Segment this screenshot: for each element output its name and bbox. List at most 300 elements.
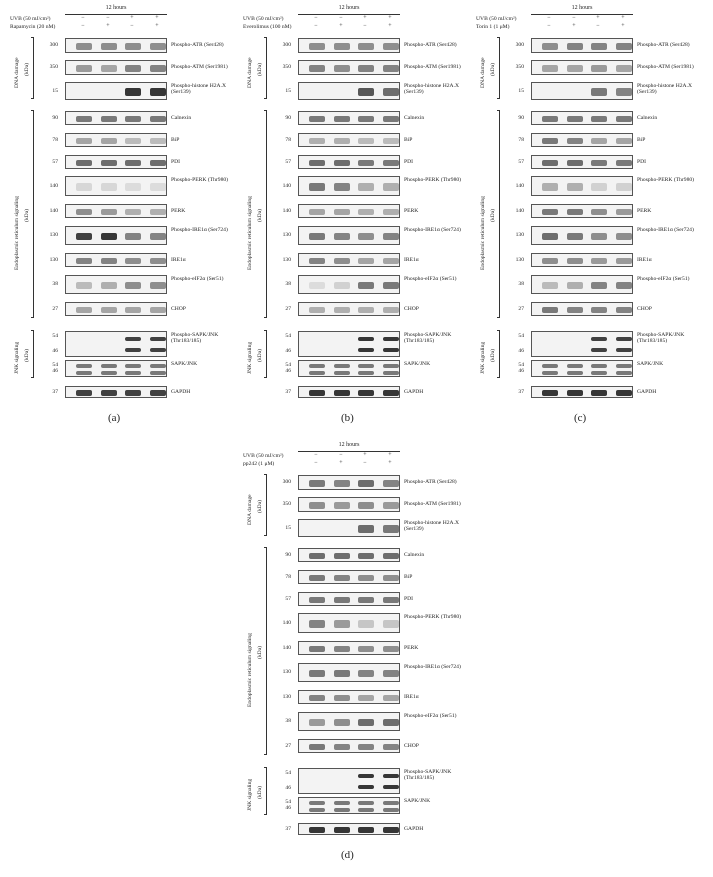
- blot-band: [101, 307, 117, 313]
- group-bracket-dna: [499, 37, 500, 99]
- blot-band: [591, 307, 607, 313]
- blot-band: [101, 160, 117, 166]
- blot-band: [125, 233, 141, 241]
- protein-label: Phospho-IRE1α (Ser724): [404, 664, 461, 670]
- blot-band: [334, 160, 350, 166]
- blot-band: [334, 808, 350, 812]
- blot-band: [358, 348, 374, 352]
- blot-band: [101, 65, 117, 71]
- group-label-jnk: JNK signaling: [480, 341, 486, 374]
- blot-band: [358, 65, 374, 71]
- blot-band: [383, 827, 399, 832]
- blot-strip: [298, 275, 400, 294]
- blot-band: [125, 390, 141, 395]
- drug-label: pp242 (1 μM): [243, 461, 275, 467]
- blot-strip: [298, 548, 400, 562]
- mw-marker: 90: [52, 114, 58, 121]
- blot-band: [309, 480, 325, 486]
- blot-band: [309, 553, 325, 559]
- blot-strip: [65, 204, 167, 218]
- kda-label: (kDa): [490, 208, 496, 222]
- mw-marker: 350: [282, 501, 291, 507]
- mw-marker: 140: [282, 619, 291, 626]
- blot-strip: [298, 331, 400, 357]
- blot-band: [567, 348, 583, 352]
- blot-band: [309, 282, 325, 290]
- blot-band: [383, 575, 399, 581]
- drug-sign: +: [339, 23, 343, 29]
- mw-marker: 38: [52, 281, 58, 287]
- blot-band: [309, 209, 325, 215]
- blot-band: [616, 348, 632, 352]
- blot-band: [101, 258, 117, 264]
- kda-label: (kDa): [490, 348, 496, 362]
- mw-marker: 130: [282, 232, 291, 238]
- blot-band: [150, 233, 166, 241]
- blot-band: [334, 785, 350, 789]
- drug-sign: −: [314, 460, 318, 466]
- group-bracket-jnk: [33, 330, 34, 378]
- blot-band: [616, 65, 632, 71]
- blot-band: [334, 695, 350, 701]
- blot-band: [358, 695, 374, 701]
- uvb-sign: −: [106, 15, 110, 21]
- blot-band: [150, 348, 166, 352]
- mw-marker: 57: [285, 158, 291, 165]
- blot-band: [616, 138, 632, 144]
- blot-band: [334, 88, 350, 96]
- blot-band: [334, 209, 350, 215]
- mw-marker: 46: [518, 348, 524, 354]
- mw-marker: 130: [49, 256, 58, 263]
- mw-marker: 300: [49, 42, 58, 48]
- blot-band: [334, 233, 350, 241]
- blot-panel: [233, 0, 466, 437]
- blot-band: [383, 116, 399, 122]
- mw-marker: 15: [52, 87, 58, 94]
- protein-label: BiP: [404, 136, 413, 143]
- blot-band: [358, 553, 374, 559]
- mw-marker: 300: [515, 42, 524, 48]
- blot-band: [309, 258, 325, 264]
- protein-label: Phospho-IRE1α (Ser724): [171, 227, 228, 233]
- blot-strip: [298, 82, 400, 100]
- blot-band: [567, 116, 583, 122]
- mw-marker: 54: [518, 333, 524, 339]
- blot-band: [383, 233, 399, 241]
- blot-band: [616, 307, 632, 313]
- drug-label: Everolimus (100 nM): [243, 24, 292, 30]
- blot-band: [542, 348, 558, 352]
- blot-band: [567, 337, 583, 341]
- blot-band: [309, 337, 325, 341]
- blot-strip: [65, 176, 167, 196]
- blot-strip: [298, 133, 400, 147]
- blot-band: [542, 371, 558, 375]
- blot-band: [358, 646, 374, 652]
- mw-marker: 130: [282, 693, 291, 700]
- protein-label: GAPDH: [404, 825, 424, 832]
- blot-band: [567, 88, 583, 96]
- mw-marker: 38: [285, 718, 291, 724]
- blot-band: [358, 827, 374, 832]
- group-bracket-er: [33, 110, 34, 318]
- protein-label: PDI: [404, 595, 414, 602]
- blot-band: [383, 597, 399, 603]
- blot-band: [76, 88, 92, 96]
- blot-band: [542, 88, 558, 96]
- drug-sign: −: [596, 23, 600, 29]
- mw-marker: 300: [282, 42, 291, 48]
- blot-band: [591, 138, 607, 144]
- uvb-sign: +: [130, 15, 134, 21]
- kda-label: (kDa): [490, 62, 496, 76]
- blot-band: [309, 233, 325, 241]
- blot-strip: [298, 797, 400, 814]
- group-bracket-jnk: [499, 330, 500, 378]
- protein-label: SAPK/JNK: [404, 361, 431, 367]
- blot-band: [101, 183, 117, 191]
- mw-marker: 130: [49, 232, 58, 238]
- drug-sign: +: [621, 23, 625, 29]
- protein-label: SAPK/JNK: [637, 361, 664, 367]
- blot-band: [125, 43, 141, 49]
- protein-label: IRE1α: [404, 693, 419, 700]
- blot-band: [76, 233, 92, 241]
- group-label-er: Endoplasmic reticulum signaling: [480, 196, 486, 270]
- blot-band: [309, 785, 325, 789]
- time-label: 12 hours: [105, 5, 127, 11]
- blot-band: [358, 233, 374, 241]
- mw-marker: 46: [52, 348, 58, 354]
- blot-band: [542, 364, 558, 368]
- group-label-jnk: JNK signaling: [247, 341, 253, 374]
- blot-band: [358, 744, 374, 750]
- blot-strip: [531, 275, 633, 294]
- mw-marker: 37: [285, 825, 291, 832]
- blot-band: [567, 307, 583, 313]
- panel-letter: (d): [341, 849, 354, 861]
- uvb-label: UVB (50 mJ/cm²): [243, 453, 284, 459]
- blot-band: [309, 575, 325, 581]
- blot-strip: [65, 111, 167, 125]
- blot-band: [358, 801, 374, 805]
- protein-label: Phospho-ATR (Ser428): [404, 479, 457, 485]
- blot-band: [334, 116, 350, 122]
- blot-band: [383, 138, 399, 144]
- blot-band: [76, 307, 92, 313]
- blot-band: [309, 502, 325, 508]
- uvb-sign: −: [339, 15, 343, 21]
- uvb-label: UVB (50 mJ/cm²): [10, 16, 51, 22]
- blot-band: [383, 744, 399, 750]
- blot-band: [101, 348, 117, 352]
- mw-marker: 140: [49, 182, 58, 189]
- drug-sign: +: [106, 23, 110, 29]
- blot-band: [542, 65, 558, 71]
- blot-band: [358, 502, 374, 508]
- blot-band: [591, 282, 607, 290]
- mw-marker: 54: [52, 333, 58, 339]
- blot-band: [334, 348, 350, 352]
- protein-label: Phospho-ATM (Ser1981): [171, 64, 228, 70]
- drug-sign: +: [339, 460, 343, 466]
- blot-band: [150, 43, 166, 49]
- blot-band: [125, 209, 141, 215]
- group-label-er: Endoplasmic reticulum signaling: [14, 196, 20, 270]
- blot-strip: [531, 226, 633, 245]
- blot-strip: [65, 253, 167, 267]
- blot-strip: [65, 360, 167, 377]
- mw-marker: 38: [285, 281, 291, 287]
- protein-label: Calnexin: [637, 114, 658, 121]
- mw-marker: 27: [52, 305, 58, 312]
- uvb-sign: −: [572, 15, 576, 21]
- protein-label: PERK: [637, 207, 652, 214]
- blot-band: [358, 774, 374, 778]
- uvb-sign: −: [314, 452, 318, 458]
- blot-band: [383, 307, 399, 313]
- blot-panel: [0, 0, 233, 437]
- blot-band: [616, 282, 632, 290]
- blot-band: [358, 719, 374, 727]
- blot-band: [150, 282, 166, 290]
- mw-marker: 130: [515, 256, 524, 263]
- blot-band: [383, 719, 399, 727]
- blot-band: [309, 670, 325, 678]
- group-bracket-er: [266, 110, 267, 318]
- blot-strip: [531, 360, 633, 377]
- blot-strip: [531, 82, 633, 100]
- group-label-jnk: JNK signaling: [247, 778, 253, 811]
- mw-marker: 54: [285, 799, 291, 805]
- blot-band: [101, 209, 117, 215]
- blot-band: [591, 348, 607, 352]
- group-label-er: Endoplasmic reticulum signaling: [247, 196, 253, 270]
- blot-band: [616, 390, 632, 395]
- blot-band: [616, 116, 632, 122]
- mw-marker: 27: [518, 305, 524, 312]
- mw-marker: 78: [52, 136, 58, 143]
- group-bracket-er: [499, 110, 500, 318]
- blot-strip: [65, 226, 167, 245]
- blot-band: [101, 138, 117, 144]
- blot-band: [383, 209, 399, 215]
- protein-label: SAPK/JNK: [404, 798, 431, 804]
- blot-band: [383, 364, 399, 368]
- blot-band: [567, 43, 583, 49]
- protein-label: Calnexin: [404, 551, 425, 558]
- blot-band: [383, 88, 399, 96]
- blot-band: [616, 209, 632, 215]
- blot-band: [383, 160, 399, 166]
- blot-band: [76, 348, 92, 352]
- blot-band: [76, 183, 92, 191]
- blot-band: [542, 390, 558, 395]
- blot-band: [76, 282, 92, 290]
- mw-marker: 140: [49, 207, 58, 214]
- blot-band: [76, 209, 92, 215]
- blot-band: [567, 282, 583, 290]
- mw-marker: 140: [515, 182, 524, 189]
- uvb-sign: −: [339, 452, 343, 458]
- blot-band: [542, 307, 558, 313]
- protein-label: CHOP: [404, 305, 419, 312]
- time-label: 12 hours: [338, 442, 360, 448]
- blot-strip: [298, 613, 400, 633]
- blot-band: [383, 646, 399, 652]
- blot-strip: [65, 155, 167, 169]
- blot-panel: [466, 0, 699, 437]
- protein-label: Phospho-IRE1α (Ser724): [404, 227, 461, 233]
- mw-marker: 46: [518, 368, 524, 374]
- kda-label: (kDa): [257, 62, 263, 76]
- blot-band: [101, 364, 117, 368]
- blot-band: [567, 364, 583, 368]
- blot-band: [76, 65, 92, 71]
- blot-band: [309, 744, 325, 750]
- protein-label: PDI: [171, 158, 181, 165]
- blot-strip: [531, 386, 633, 398]
- protein-label: Phospho-eIF2α (Ser51): [637, 276, 690, 282]
- blot-band: [358, 337, 374, 341]
- blot-band: [358, 390, 374, 395]
- blot-band: [542, 160, 558, 166]
- blot-band: [309, 116, 325, 122]
- uvb-sign: +: [155, 15, 159, 21]
- protein-label: Phospho-ATM (Ser1981): [404, 501, 461, 507]
- protein-label: Phospho-PERK (Thr980): [637, 177, 695, 183]
- blot-band: [567, 138, 583, 144]
- blot-band: [542, 116, 558, 122]
- mw-marker: 300: [282, 479, 291, 485]
- blot-strip: [298, 497, 400, 512]
- blot-band: [76, 160, 92, 166]
- blot-band: [383, 371, 399, 375]
- blot-band: [334, 670, 350, 678]
- blot-band: [309, 65, 325, 71]
- blot-band: [591, 233, 607, 241]
- blot-band: [358, 525, 374, 533]
- blot-band: [101, 116, 117, 122]
- protein-label: Phospho-ATR (Ser428): [637, 42, 690, 48]
- blot-band: [383, 390, 399, 395]
- blot-band: [383, 337, 399, 341]
- group-label-dna: DNA damage: [14, 57, 20, 88]
- blot-strip: [298, 176, 400, 196]
- blot-band: [76, 390, 92, 395]
- blot-strip: [531, 111, 633, 125]
- blot-band: [358, 307, 374, 313]
- mw-marker: 54: [518, 362, 524, 368]
- blot-band: [150, 138, 166, 144]
- blot-strip: [298, 60, 400, 75]
- protein-label: BiP: [171, 136, 180, 143]
- drug-sign: −: [130, 23, 134, 29]
- group-bracket-er: [266, 547, 267, 755]
- mw-marker: 350: [282, 64, 291, 70]
- panel-letter: (a): [108, 412, 121, 424]
- protein-label: PDI: [637, 158, 647, 165]
- group-bracket-jnk: [266, 330, 267, 378]
- drug-label: Rapamycin (20 nM): [10, 24, 56, 30]
- blot-band: [150, 390, 166, 395]
- blot-band: [358, 575, 374, 581]
- kda-label: (kDa): [257, 785, 263, 799]
- drug-sign: −: [363, 460, 367, 466]
- blot-band: [542, 337, 558, 341]
- mw-marker: 90: [285, 114, 291, 121]
- blot-strip: [531, 155, 633, 169]
- blot-band: [334, 525, 350, 533]
- blot-band: [125, 116, 141, 122]
- blot-band: [150, 371, 166, 375]
- mw-marker: 78: [518, 136, 524, 143]
- blot-band: [309, 774, 325, 778]
- blot-band: [76, 116, 92, 122]
- blot-band: [309, 88, 325, 96]
- blot-band: [358, 209, 374, 215]
- uvb-label: UVB (50 mJ/cm²): [476, 16, 517, 22]
- blot-band: [358, 620, 374, 628]
- blot-band: [542, 233, 558, 241]
- blot-band: [334, 646, 350, 652]
- blot-band: [76, 138, 92, 144]
- mw-marker: 78: [285, 136, 291, 143]
- blot-strip: [298, 302, 400, 316]
- blot-strip: [65, 60, 167, 75]
- blot-band: [591, 160, 607, 166]
- mw-marker: 15: [285, 87, 291, 94]
- protein-label: Phospho-eIF2α (Ser51): [171, 276, 224, 282]
- blot-band: [150, 258, 166, 264]
- blot-strip: [298, 204, 400, 218]
- mw-marker: 350: [515, 64, 524, 70]
- protein-label: Phospho-histone H2A.X (Ser139): [637, 83, 693, 96]
- mw-marker: 130: [282, 256, 291, 263]
- blot-band: [383, 808, 399, 812]
- mw-marker: 27: [285, 742, 291, 749]
- blot-band: [358, 183, 374, 191]
- blot-band: [334, 553, 350, 559]
- protein-label: IRE1α: [171, 256, 186, 263]
- kda-label: (kDa): [24, 348, 30, 362]
- mw-marker: 46: [285, 348, 291, 354]
- protein-label: BiP: [637, 136, 646, 143]
- blot-band: [358, 371, 374, 375]
- blot-band: [150, 65, 166, 71]
- blot-band: [358, 160, 374, 166]
- protein-label: GAPDH: [404, 388, 424, 395]
- blot-band: [125, 88, 141, 96]
- drug-sign: +: [155, 23, 159, 29]
- blot-band: [334, 827, 350, 832]
- group-label-jnk: JNK signaling: [14, 341, 20, 374]
- blot-strip: [65, 331, 167, 357]
- blot-band: [383, 282, 399, 290]
- mw-marker: 140: [282, 182, 291, 189]
- blot-strip: [531, 60, 633, 75]
- blot-band: [334, 258, 350, 264]
- blot-band: [591, 183, 607, 191]
- protein-label: IRE1α: [404, 256, 419, 263]
- blot-band: [358, 480, 374, 486]
- protein-label: BiP: [404, 573, 413, 580]
- blot-band: [383, 785, 399, 789]
- blot-band: [125, 337, 141, 341]
- mw-marker: 37: [518, 388, 524, 395]
- blot-band: [567, 390, 583, 395]
